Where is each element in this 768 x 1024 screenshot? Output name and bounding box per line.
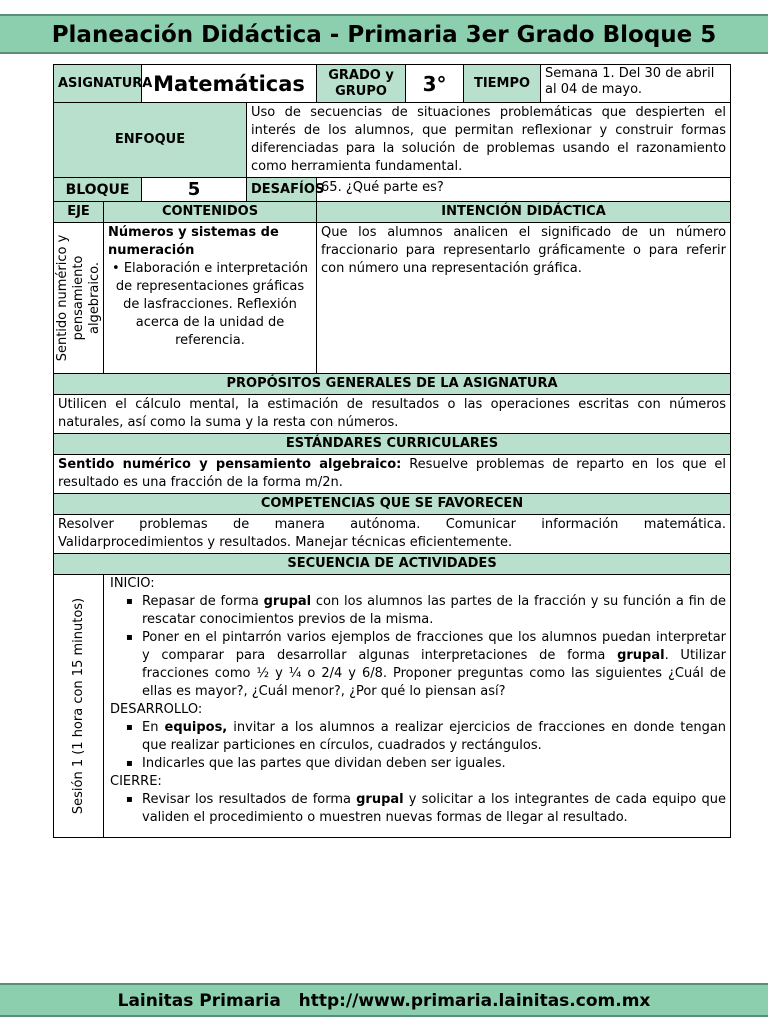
cierre-label: CIERRE: bbox=[110, 774, 162, 789]
session-label: Sesión 1 (1 hora con 15 minutos) bbox=[70, 597, 86, 815]
grado-value: 3° bbox=[406, 65, 464, 103]
propositos-title: PROPÓSITOS GENERALES DE LA ASIGNATURA bbox=[54, 374, 731, 395]
activities-cell bbox=[104, 575, 731, 838]
bloque-label: BLOQUE bbox=[54, 178, 142, 202]
asignatura-label: ASIGNATURA bbox=[54, 65, 142, 103]
contenidos-text: • Elaboración e interpretación de representaciones gráficas de lasfracciones. Reflexión acerca de la unidad de referencia. bbox=[112, 261, 308, 348]
desarrollo-list bbox=[110, 719, 726, 773]
competencias-text: Resolver problemas de manera autónoma. Comunicar información matemática. Validarprocedimientos y resultados. Manejar técnicas eficientemente. bbox=[54, 515, 731, 554]
desafios-value: 65. ¿Qué parte es? bbox=[317, 178, 731, 202]
inicio-label: INICIO: bbox=[110, 576, 155, 591]
estandares-cell bbox=[54, 455, 731, 494]
page-title-banner bbox=[0, 14, 768, 54]
secuencia-title: SECUENCIA DE ACTIVIDADES bbox=[54, 554, 731, 575]
propositos-text: Utilicen el cálculo mental, la estimación de resultados o las operaciones escritas con números naturales, así como la suma y la resta con números. bbox=[54, 395, 731, 434]
estandares-text: Resuelve problemas de reparto en los que el resultado es una fracción de la forma m/2n. bbox=[58, 457, 727, 490]
list-item: ▪ En equipos, invitar a los alumnos a realizar ejercicios de fracciones en donde tengan que realizar particiones en círculos, cuadrados y rectángulos. bbox=[142, 719, 726, 755]
competencias-title: COMPETENCIAS QUE SE FAVORECEN bbox=[54, 494, 731, 515]
list-item: ▪ Poner en el pintarrón varios ejemplos de fracciones que los alumnos puedan interpretar y comparar para desarrollar algunas interpretaciones de forma grupal. Utilizar fracciones como ½ y ¼ o 2/4 y 6/8. Proponer preguntas como las siguientes ¿Cuál de ellas es mayor?, ¿Cuál menor?, ¿Por qué lo piensan así? bbox=[142, 629, 726, 701]
contenidos-header: CONTENIDOS bbox=[104, 202, 317, 223]
grado-label: GRADO y GRUPO bbox=[317, 65, 406, 103]
eje-cell bbox=[54, 223, 104, 374]
footer-banner bbox=[0, 983, 768, 1017]
contenidos-cell bbox=[104, 223, 317, 374]
page-title: Planeación Didáctica - Primaria 3er Grado Bloque 5 bbox=[51, 22, 717, 48]
intencion-header: INTENCIÓN DIDÁCTICA bbox=[317, 202, 731, 223]
desafios-label: DESAFÍOS bbox=[247, 178, 317, 202]
enfoque-text: Uso de secuencias de situaciones problemáticas que despierten el interés de los alumnos, que permitan reflexionar y construir formas diferenciadas para la solución de problemas usando el razonamiento como herramienta fundamental. bbox=[247, 103, 731, 178]
bloque-value: 5 bbox=[142, 178, 247, 202]
asignatura-value: Matemáticas bbox=[142, 65, 317, 103]
desarrollo-label: DESARROLLO: bbox=[110, 702, 203, 717]
tiempo-value: Semana 1. Del 30 de abril al 04 de mayo. bbox=[541, 65, 731, 103]
footer-text: Lainitas Primaria http://www.primaria.lainitas.com.mx bbox=[117, 991, 651, 1011]
cierre-list bbox=[110, 791, 726, 827]
inicio-list bbox=[110, 593, 726, 701]
list-item: ▪ Repasar de forma grupal con los alumnos las partes de la fracción y su función a fin de rescatar conocimientos previos de la misma. bbox=[142, 593, 726, 629]
contenidos-title: Números y sistemas de numeración bbox=[108, 225, 279, 258]
list-item: ▪ Indicarles que las partes que dividan deben ser iguales. bbox=[142, 755, 726, 773]
eje-header: EJE bbox=[54, 202, 104, 223]
enfoque-label: ENFOQUE bbox=[54, 103, 247, 178]
estandares-bold: Sentido numérico y pensamiento algebraico: bbox=[58, 457, 402, 472]
eje-text: Sentido numérico y pensamiento algebraico. bbox=[54, 234, 102, 362]
list-item: ▪ Revisar los resultados de forma grupal y solicitar a los integrantes de cada equipo que validen el procedimiento o muestren nuevas formas de llegar al resultado. bbox=[142, 791, 726, 827]
session-cell bbox=[54, 575, 104, 838]
intencion-text: Que los alumnos analicen el significado de un número fraccionario para representarlo gráficamente o para referir con número una representación gráfica. bbox=[317, 223, 731, 374]
estandares-title: ESTÁNDARES CURRICULARES bbox=[54, 434, 731, 455]
lesson-plan-table bbox=[53, 64, 731, 838]
tiempo-label: TIEMPO bbox=[464, 65, 541, 103]
